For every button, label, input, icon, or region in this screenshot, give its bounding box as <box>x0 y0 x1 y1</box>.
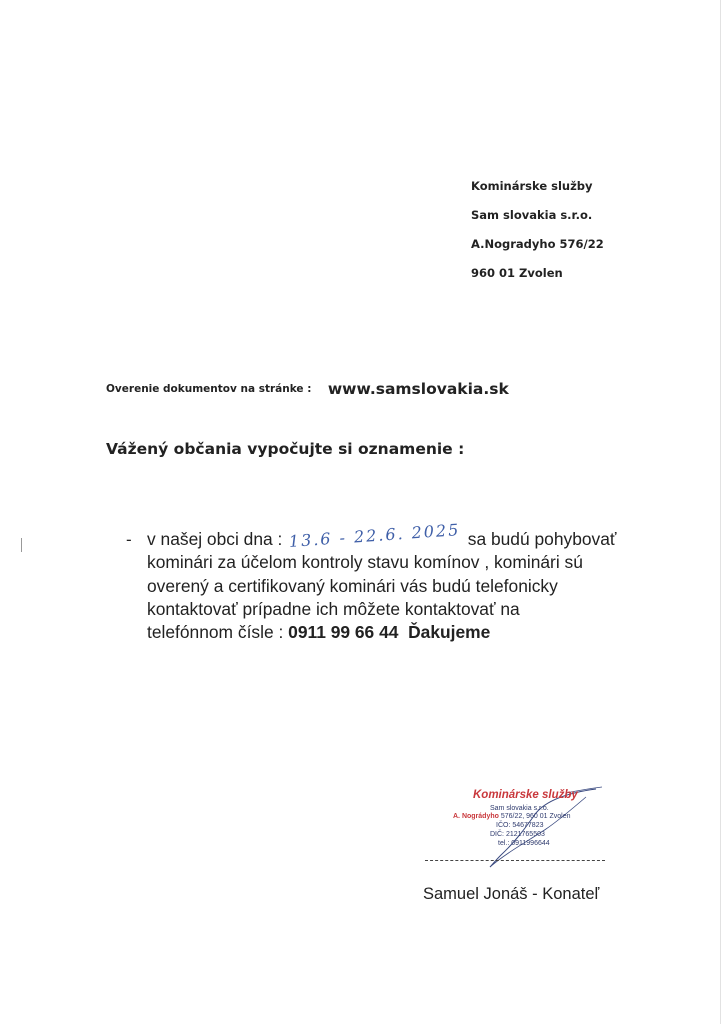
bullet-dash: - <box>126 530 132 549</box>
greeting-heading: Vážený občania vypočujte si oznamenie : <box>106 440 465 458</box>
stamp-address-prefix: A. Nográdyho <box>453 813 499 820</box>
scan-artifact <box>720 0 721 1024</box>
notice-line-4: kontaktovať prípadne ich môžete kontaktovať na <box>147 598 520 619</box>
stamp-title: Kominárske služby <box>473 789 578 801</box>
stamp-dic: DIČ: 2121765503 <box>490 831 545 838</box>
notice-line1-suffix: sa budú pohybovať <box>467 529 617 549</box>
stamp-ico: IČO: 54677823 <box>496 822 544 829</box>
notice-date-prefix: v našej obci dna : <box>147 529 283 549</box>
verification-label: Overenie dokumentov na stránke : <box>106 383 312 395</box>
thanks-text: Ďakujeme <box>408 622 491 643</box>
notice-line-3: overený a certifikovaný kominári vás budú telefonicky <box>147 575 558 596</box>
notice-body <box>147 520 627 644</box>
phone-prefix: telefónnom čísle : <box>147 622 284 643</box>
stamp-company: Sam slovakia s.r.o. <box>490 805 549 812</box>
handwritten-dates: 13.6 - 22.6. 2025 <box>288 520 462 551</box>
stamp-address <box>453 813 571 821</box>
verification-url: www.samslovakia.sk <box>327 380 509 398</box>
sender-company: Sam slovakia s.r.o. <box>471 208 593 222</box>
notice-line-5 <box>147 621 627 644</box>
signatory-name: Samuel Jonáš - Konateľ <box>423 885 600 903</box>
sender-street: A.Nogradyho 576/22 <box>471 237 604 251</box>
notice-line-2: kominári za účelom kontroly stavu komínov , kominári sú <box>147 552 583 573</box>
sender-city: 960 01 Zvolen <box>471 266 563 280</box>
sender-address-block <box>471 176 604 292</box>
signature-line <box>425 860 605 861</box>
verification-line <box>106 380 509 398</box>
phone-number: 0911 99 66 44 <box>288 622 399 643</box>
scan-artifact <box>21 538 22 552</box>
stamp-address-rest: 576/22, 960 01 Zvolen <box>500 813 571 820</box>
notice-line-1 <box>147 520 627 551</box>
stamp-tel: tel.: 0911996644 <box>498 840 550 847</box>
sender-name: Kominárske služby <box>471 179 593 193</box>
